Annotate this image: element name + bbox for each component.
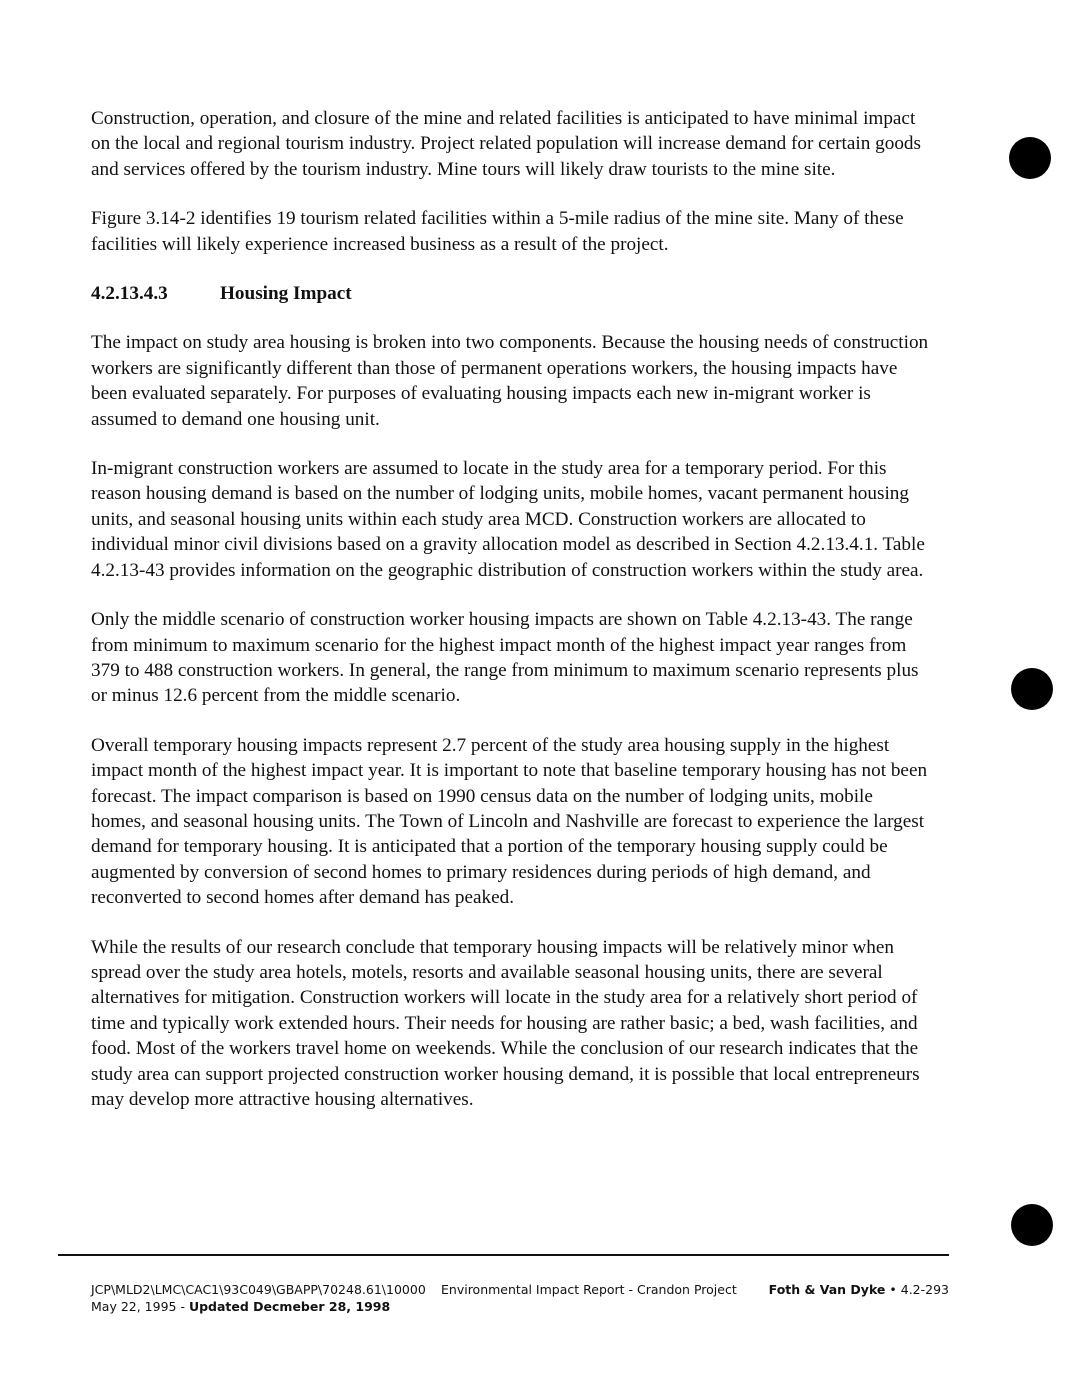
footer-report-title: Environmental Impact Report - Crandon Project (441, 1282, 737, 1297)
paragraph-in-migrant-workers: In-migrant construction workers are assumed to locate in the study area for a temporary period. For this reason housing demand is based on the number of lodging units, mobile homes, vacant permanent housing units, and seasonal housing units within each study area MCD. Construction workers are allocated to individual minor civil divisions based on a gravity allocation model as described in Section 4.2.13.4.1. Table 4.2.13-43 provides information on the geographic distribution of construction workers within the study area. (91, 458, 925, 581)
section-number: 4.2.13.4.3 (91, 283, 168, 305)
footer-firm: Foth & Van Dyke (768, 1282, 886, 1297)
paragraph-temporary-housing: Overall temporary housing impacts represent 2.7 percent of the study area housing supply in the highest impact month of the highest impact year. It is important to note that baseline temporary housing has not been forecast. The impact comparison is based on 1990 census data on the number of lodging units, mobile homes, and seasonal housing units. The Town of Lincoln and Nashville are forecast to experience the largest demand for temporary housing. It is anticipated that a portion of the temporary housing supply could be augmented by conversion of second homes to primary residences during periods of high demand, and reconverted to second homes after demand has peaked. (91, 734, 928, 909)
punch-hole-middle (1011, 668, 1053, 710)
footer-right (769, 1281, 949, 1298)
section-title: Housing Impact (220, 283, 352, 305)
footer-rule (58, 1254, 949, 1256)
section-heading (91, 281, 931, 306)
footer-file-path: JCP\MLD2\LMC\CAC1\93C049\GBAPP\70248.61\10000 (91, 1282, 426, 1297)
paragraph-tourism-facilities: Figure 3.14-2 identifies 19 tourism related facilities within a 5-mile radius of the mine site. Many of these facilities will likely experience increased business as a result of the project. (91, 208, 904, 255)
footer-separator: • (885, 1282, 901, 1297)
footer-page-number: 4.2-293 (900, 1282, 949, 1297)
paragraph-mitigation: While the results of our research conclude that temporary housing impacts will be relatively minor when spread over the study area hotels, motels, resorts and available seasonal housing units, there are several alternatives for mitigation. Construction workers will locate in the study area for a relatively short period of time and typically work extended hours. Their needs for housing are rather basic; a bed, wash facilities, and food. Most of the workers travel home on weekends. While the conclusion of our research indicates that the study area can support projected construction worker housing demand, it is possible that local entrepreneurs may develop more attractive housing alternatives. (91, 936, 920, 1110)
footer-date: May 22, 1995 - (91, 1299, 189, 1314)
paragraph-tourism-impact: Construction, operation, and closure of the mine and related facilities is anticipated to have minimal impact on the local and regional tourism industry. Project related population will increase demand for certain goods and services offered by the tourism industry. Mine tours will likely draw tourists to the mine site. (91, 108, 921, 180)
paragraph-middle-scenario: Only the middle scenario of construction worker housing impacts are shown on Table 4.2.13-43. The range from minimum to maximum scenario for the highest impact month of the highest impact year ranges from 379 to 488 construction workers. In general, the range from minimum to maximum scenario represents plus or minus 12.6 percent from the middle scenario. (91, 609, 919, 707)
page-body (91, 106, 931, 1136)
paragraph-housing-components: The impact on study area housing is broken into two components. Because the housing needs of construction workers are significantly different than those of permanent operations workers, the housing impacts have been evaluated separately. For purposes of evaluating housing impacts each new in-migrant worker is assumed to demand one housing unit. (91, 332, 929, 430)
footer-dates (91, 1298, 426, 1315)
punch-hole-top (1009, 137, 1051, 179)
punch-hole-bottom (1011, 1204, 1053, 1246)
footer-updated: Updated Decmeber 28, 1998 (188, 1299, 391, 1314)
footer-left (91, 1281, 426, 1315)
